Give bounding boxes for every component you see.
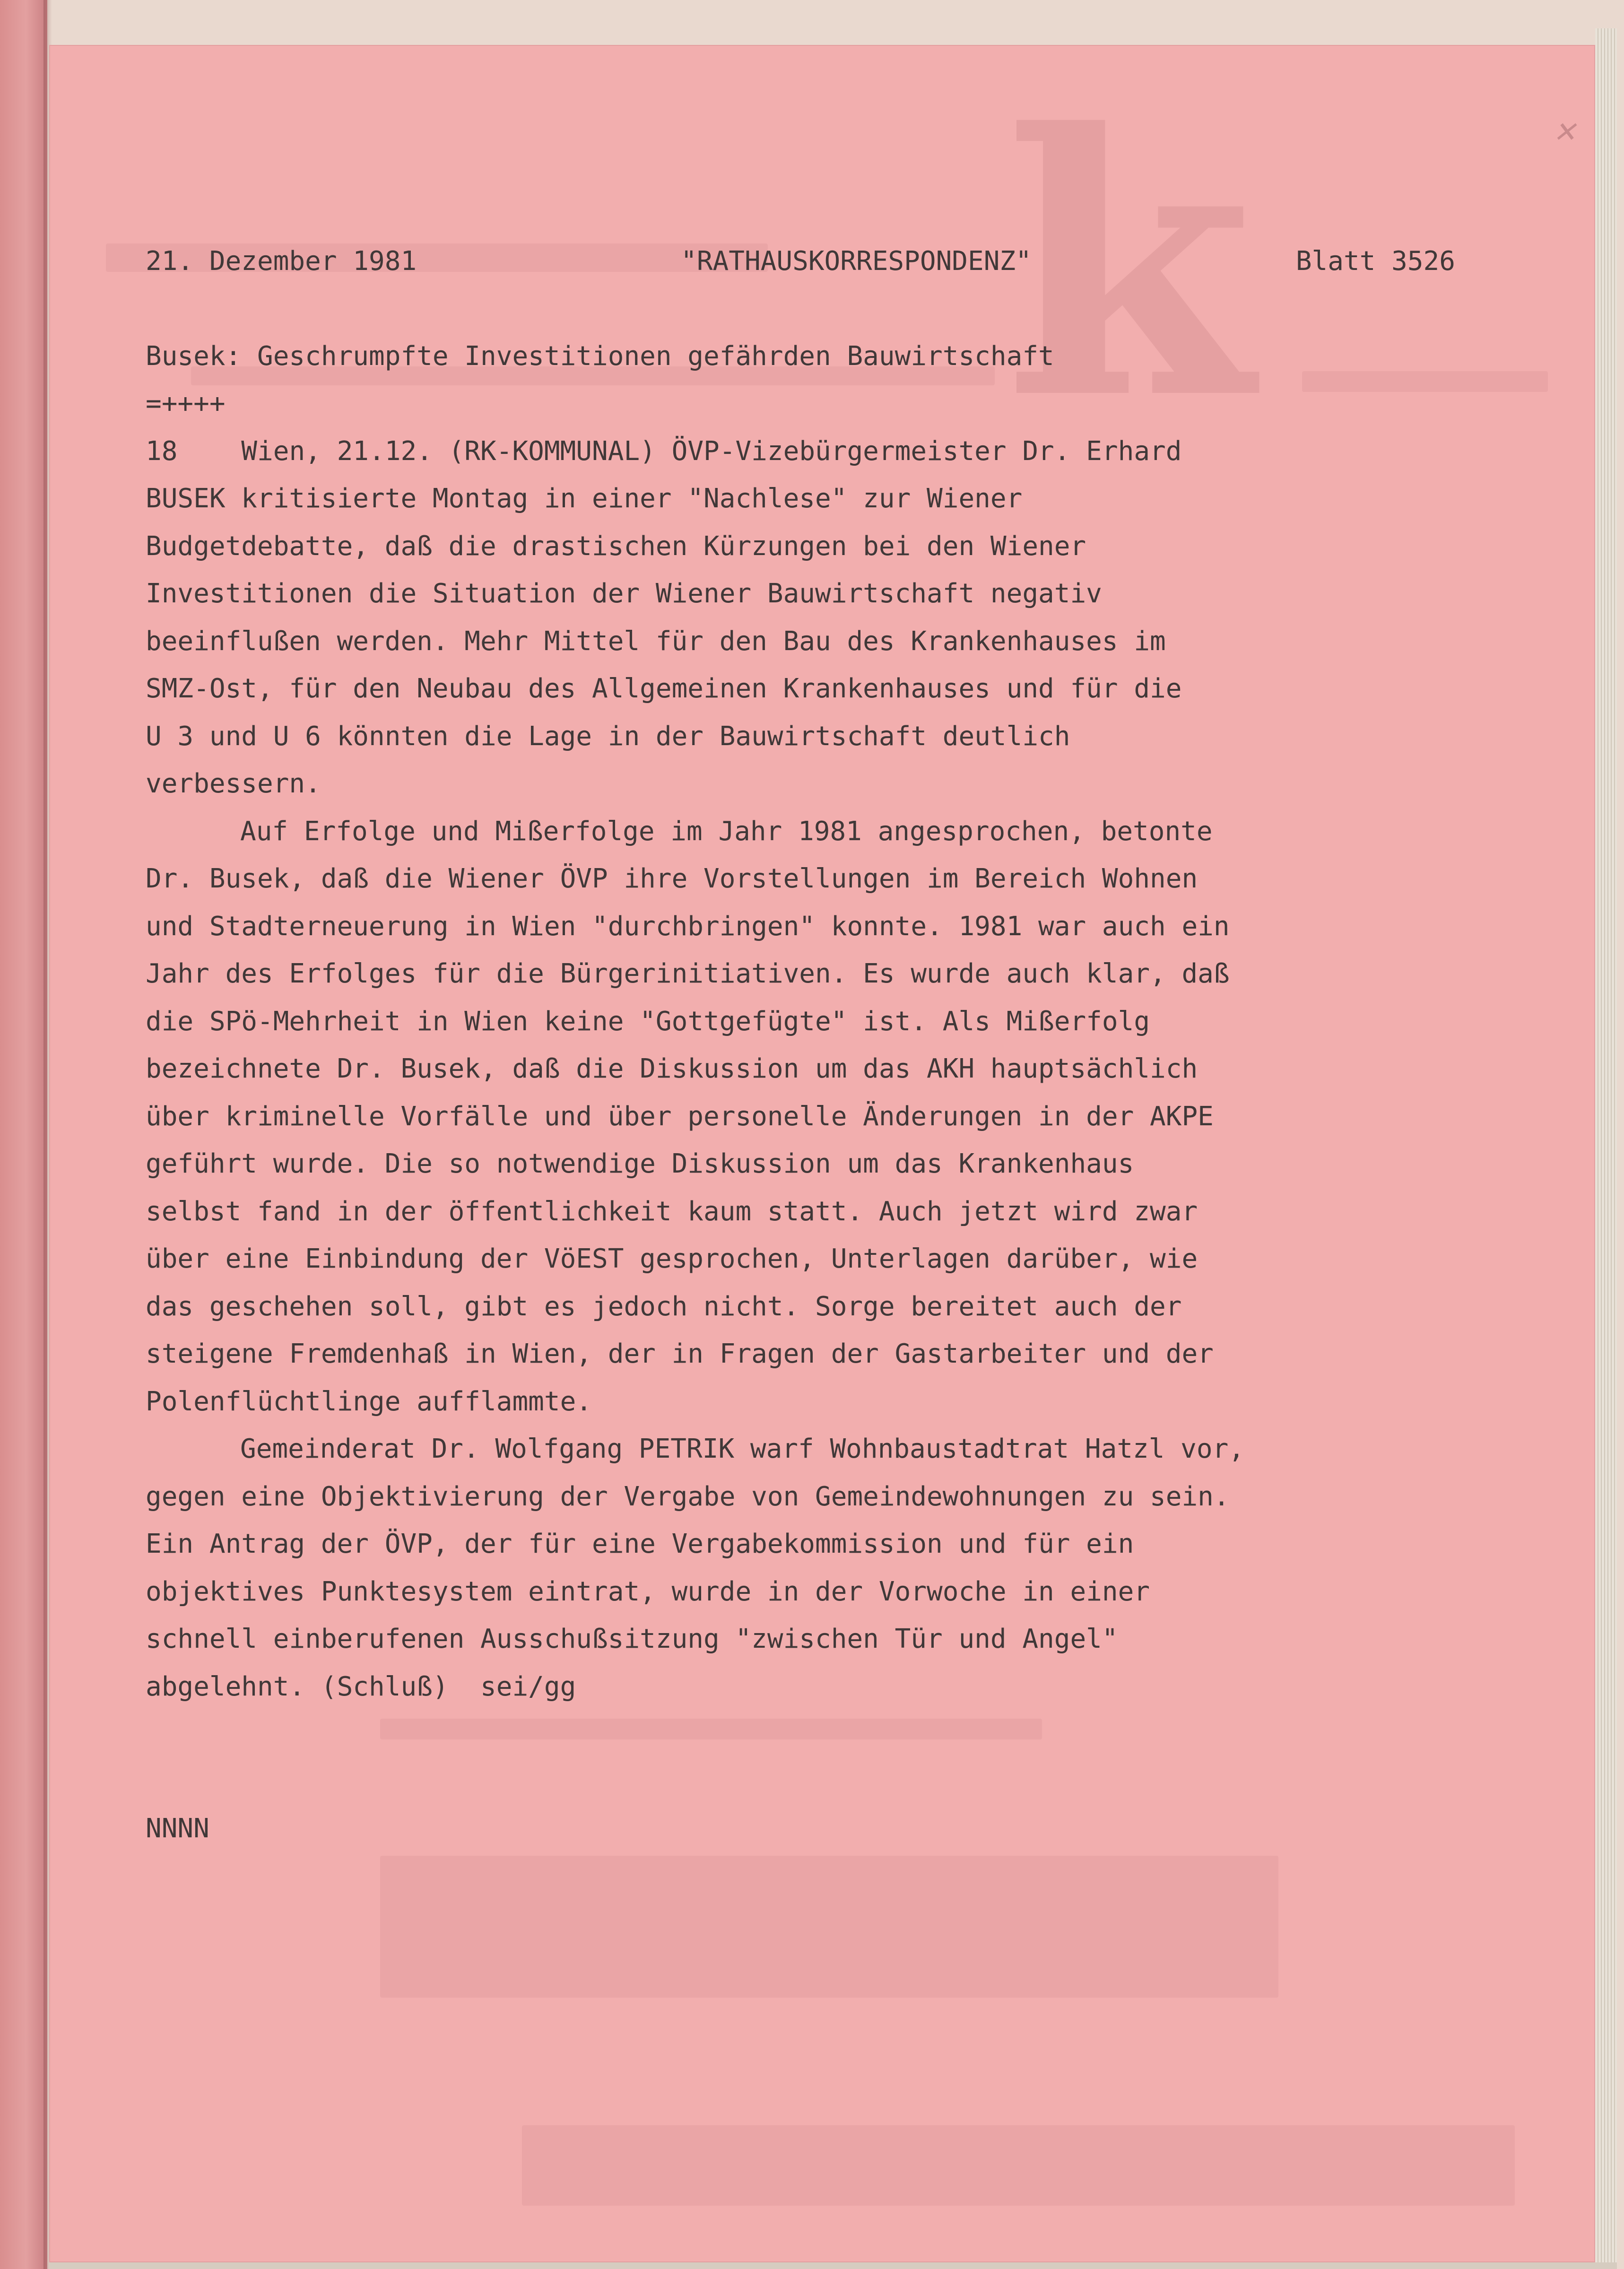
spacer	[146, 1711, 1465, 1805]
article-number: 18	[146, 435, 178, 467]
paragraph-1-line: Investitionen die Situation der Wiener Bauwirtschaft negativ	[146, 578, 1102, 609]
paragraph-1-line: U 3 und U 6 könnten die Lage in der Bauwirtschaft deutlich	[146, 721, 1070, 752]
paragraph-2-line: das geschehen soll, gibt es jedoch nicht. Sorge bereitet auch der	[146, 1291, 1182, 1322]
paragraph-1-line: Budgetdebatte, daß die drastischen Kürzungen bei den Wiener	[146, 530, 1086, 562]
paragraph-2-line: steigene Fremdenhaß in Wien, der in Fragen der Gastarbeiter und der	[146, 1339, 1214, 1369]
paragraph-3-line: objektives Punktesystem eintrat, wurde in der Vorwoche in einer	[146, 1576, 1150, 1607]
paragraph-3-line: Gemeinderat Dr. Wolfgang PETRIK warf Wohnbaustadtrat Hatzl vor,	[240, 1434, 1245, 1464]
header-date: 21. Dezember 1981	[146, 246, 417, 277]
show-through-text	[522, 2125, 1515, 2206]
paragraph-2-line: geführt wurde. Die so notwendige Diskussion um das Krankenhaus	[146, 1148, 1134, 1179]
paragraph-2-line: und Stadterneuerung in Wien "durchbringen" konnte. 1981 war auch ein	[146, 911, 1230, 942]
paragraph-2-line: die SPö-Mehrheit in Wien keine "Gottgefügte" ist. Als Mißerfolg	[146, 1006, 1150, 1037]
page-stack-edge	[1595, 28, 1617, 2269]
paragraph-3-line: gegen eine Objektivierung der Vergabe von Gemeindewohnungen zu sein.	[146, 1481, 1230, 1512]
paragraph-2-line: über eine Einbindung der VöEST gesprochen, Unterlagen darüber, wie	[146, 1243, 1198, 1274]
paragraph-2-line: Polenflüchtlinge aufflammte.	[146, 1386, 592, 1417]
typed-text	[146, 238, 1465, 1853]
spacer	[146, 286, 1465, 333]
show-through-watermark: k	[1004, 56, 1253, 478]
paragraph-1-line: verbessern.	[146, 768, 321, 799]
page-header	[146, 238, 1455, 286]
paragraph-3-line: schnell einberufenen Ausschußsitzung "zwischen Tür und Angel"	[146, 1624, 1118, 1654]
article-marker: =++++	[146, 388, 226, 419]
paragraph-2-line: Auf Erfolge und Mißerfolge im Jahr 1981 angesprochen, betonte	[240, 816, 1213, 847]
paragraph-3-line: abgelehnt. (Schluß) sei/gg	[146, 1671, 576, 1702]
header-publication: "RATHAUSKORRESPONDENZ"	[681, 246, 1032, 277]
page-corner-mark: ✕	[1553, 116, 1577, 149]
paragraph-2-line: selbst fand in der öffentlichkeit kaum statt. Auch jetzt wird zwar	[146, 1196, 1198, 1227]
paragraph-1-line: 18 Wien, 21.12. (RK-KOMMUNAL) ÖVP-Vizebürgermeister Dr. Erhard	[146, 435, 1182, 467]
paragraph-3-line: Ein Antrag der ÖVP, der für eine Vergabekommission und für ein	[146, 1529, 1134, 1559]
paragraph-1-line: beeinflußen werden. Mehr Mittel für den Bau des Krankenhauses im	[146, 626, 1166, 657]
show-through-text	[380, 1856, 1278, 1998]
page-bottom-edge	[49, 2262, 1617, 2269]
end-mark: NNNN	[146, 1813, 209, 1844]
header-sheet: Blatt 3526	[1295, 246, 1455, 277]
paragraph-1-line: SMZ-Ost, für den Neubau des Allgemeinen Krankenhauses und für die	[146, 673, 1182, 704]
paragraph-2-line: über kriminelle Vorfälle und über personelle Änderungen in der AKPE	[146, 1101, 1214, 1132]
article-title: Busek: Geschrumpfte Investitionen gefährden Bauwirtschaft	[146, 340, 1054, 372]
paragraph-2-line: bezeichnete Dr. Busek, daß die Diskussion um das AKH hauptsächlich	[146, 1053, 1198, 1084]
paragraph-1-line: BUSEK kritisierte Montag in einer "Nachlese" zur Wiener	[146, 483, 1023, 514]
paragraph-2-line: Jahr des Erfolges für die Bürgerinitiativen. Es wurde auch klar, daß	[146, 958, 1230, 989]
binding-left	[0, 0, 47, 2269]
paragraph-2-line: Dr. Busek, daß die Wiener ÖVP ihre Vorstellungen im Bereich Wohnen	[146, 863, 1198, 894]
